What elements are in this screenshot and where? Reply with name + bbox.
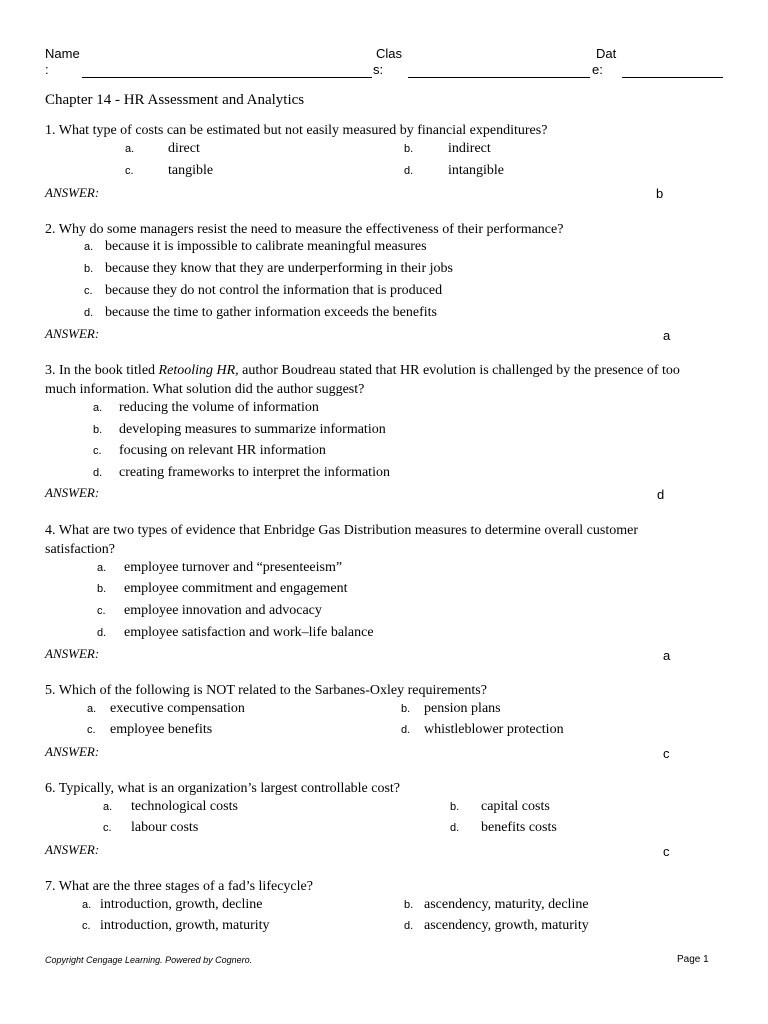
class-field[interactable] xyxy=(408,77,590,78)
option-text[interactable]: because the time to gather information exceeds the benefits xyxy=(105,305,437,320)
name-label: Name xyxy=(45,46,80,61)
question-text: 1. What type of costs can be estimated but not easily measured by financial expenditures? xyxy=(45,123,548,138)
date-field[interactable] xyxy=(622,77,723,78)
option-letter: c. xyxy=(82,920,91,932)
copyright-text: Copyright Cengage Learning. Powered by Cognero. xyxy=(45,955,253,965)
option-letter: b. xyxy=(450,801,460,813)
option-text[interactable]: labour costs xyxy=(131,820,199,835)
option-text[interactable]: technological costs xyxy=(131,799,238,814)
option-text[interactable]: because they know that they are underperforming in their jobs xyxy=(105,261,453,276)
option-letter: a. xyxy=(84,241,94,253)
option-letter: a. xyxy=(125,143,135,155)
option-text[interactable]: creating frameworks to interpret the information xyxy=(119,465,390,480)
name-label-colon: : xyxy=(45,62,49,77)
option-text[interactable]: introduction, growth, decline xyxy=(100,897,263,912)
option-text[interactable]: capital costs xyxy=(481,799,550,814)
book-title: Retooling HR, xyxy=(158,363,239,378)
option-letter: c. xyxy=(97,605,106,617)
date-label-colon: e: xyxy=(592,62,603,77)
option-letter: b. xyxy=(97,583,107,595)
option-letter: c. xyxy=(125,165,134,177)
option-letter: d. xyxy=(84,307,94,319)
answer-value: a xyxy=(663,648,671,663)
answer-value: b xyxy=(656,186,664,201)
option-letter: a. xyxy=(103,801,113,813)
option-text[interactable]: employee turnover and “presenteeism” xyxy=(124,560,343,575)
option-letter: b. xyxy=(404,143,414,155)
option-text[interactable]: employee commitment and engagement xyxy=(124,581,348,596)
option-letter: c. xyxy=(87,724,96,736)
option-letter: d. xyxy=(93,467,103,479)
option-letter: d. xyxy=(404,920,414,932)
option-letter: a. xyxy=(87,703,97,715)
option-text[interactable]: developing measures to summarize information xyxy=(119,422,386,437)
page-number: Page 1 xyxy=(677,954,709,965)
question-text: 2. Why do some managers resist the need to measure the effectiveness of their performance? xyxy=(45,222,564,237)
question-text xyxy=(45,361,710,399)
answer-label: ANSWER: xyxy=(45,185,100,200)
option-letter: b. xyxy=(404,899,414,911)
answer-value: a xyxy=(663,328,671,343)
option-text[interactable]: employee satisfaction and work–life balance xyxy=(124,625,374,640)
option-text[interactable]: direct xyxy=(168,141,200,156)
option-text[interactable]: focusing on relevant HR information xyxy=(119,443,326,458)
option-text[interactable]: employee innovation and advocacy xyxy=(124,603,322,618)
option-text[interactable]: because it is impossible to calibrate meaningful measures xyxy=(105,239,427,254)
option-text[interactable]: intangible xyxy=(448,163,504,178)
option-letter: d. xyxy=(97,627,107,639)
option-text[interactable]: because they do not control the information that is produced xyxy=(105,283,443,298)
chapter-title: Chapter 14 - HR Assessment and Analytics xyxy=(45,92,305,108)
answer-value: c xyxy=(663,746,670,761)
class-label: Clas xyxy=(376,46,403,61)
option-letter: b. xyxy=(84,263,94,275)
option-text[interactable]: ascendency, growth, maturity xyxy=(424,918,589,933)
option-letter: b. xyxy=(93,424,103,436)
option-text[interactable]: indirect xyxy=(448,141,491,156)
name-field[interactable] xyxy=(82,77,372,78)
option-letter: b. xyxy=(401,703,411,715)
question-text: 4. What are two types of evidence that Enbridge Gas Distribution measures to determine overall customer satisfaction? xyxy=(45,523,639,557)
answer-label: ANSWER: xyxy=(45,842,100,857)
answer-label: ANSWER: xyxy=(45,646,100,661)
option-letter: d. xyxy=(450,822,460,834)
question-text-prefix: 3. In the book titled xyxy=(45,363,159,378)
option-letter: d. xyxy=(401,724,411,736)
question-text: 7. What are the three stages of a fad’s lifecycle? xyxy=(45,879,313,894)
option-text[interactable]: executive compensation xyxy=(110,701,245,716)
option-text[interactable]: employee benefits xyxy=(110,722,213,737)
option-text[interactable]: pension plans xyxy=(424,701,501,716)
option-text[interactable]: tangible xyxy=(168,163,214,178)
question-text-suffix: author Boudreau stated that HR evolution is challenged by the presence of too much information. What solution did the author suggest? xyxy=(45,363,680,397)
date-label: Dat xyxy=(596,46,617,61)
option-text[interactable]: ascendency, maturity, decline xyxy=(424,897,589,912)
question-text: 5. Which of the following is NOT related to the Sarbanes-Oxley requirements? xyxy=(45,683,487,698)
option-letter: a. xyxy=(82,899,92,911)
option-letter: d. xyxy=(404,165,414,177)
option-letter: a. xyxy=(97,562,107,574)
answer-value: c xyxy=(663,844,670,859)
option-text[interactable]: whistleblower protection xyxy=(424,722,564,737)
question-text: 6. Typically, what is an organization’s largest controllable cost? xyxy=(45,781,401,796)
option-text[interactable]: benefits costs xyxy=(481,820,557,835)
option-letter: c. xyxy=(84,285,93,297)
option-text[interactable]: introduction, growth, maturity xyxy=(100,918,270,933)
option-letter: c. xyxy=(103,822,112,834)
answer-label: ANSWER: xyxy=(45,326,100,341)
answer-value: d xyxy=(657,487,665,502)
class-label-colon: s: xyxy=(373,62,384,77)
answer-label: ANSWER: xyxy=(45,744,100,759)
option-letter: a. xyxy=(93,402,103,414)
option-letter: c. xyxy=(93,445,102,457)
answer-label: ANSWER: xyxy=(45,485,100,500)
option-text[interactable]: reducing the volume of information xyxy=(119,400,319,415)
